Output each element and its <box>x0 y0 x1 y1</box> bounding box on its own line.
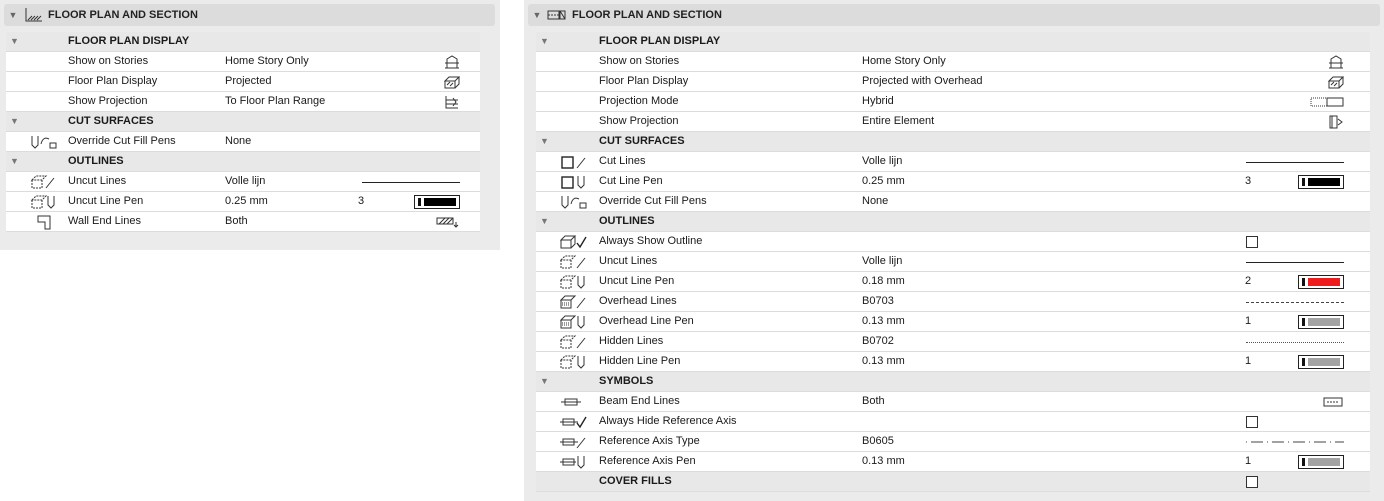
wall-end-icon <box>28 214 60 230</box>
collapse-triangle-icon[interactable]: ▼ <box>540 376 549 386</box>
row-value[interactable]: Volle lijn <box>225 175 266 187</box>
section-title: SYMBOLS <box>599 375 654 387</box>
wall-settings-panel <box>0 0 500 250</box>
row-value[interactable]: Projected with Overhead <box>862 75 983 87</box>
row-value: 0.18 mm <box>862 275 905 287</box>
always-hide-axis-checkbox[interactable] <box>1244 414 1258 430</box>
always-show-outline-checkbox[interactable] <box>1244 234 1258 250</box>
row-label: Always Show Outline <box>599 235 703 247</box>
projection-range-icon[interactable] <box>356 94 460 110</box>
section-outlines[interactable] <box>6 152 480 172</box>
row-label: Uncut Line Pen <box>68 195 144 207</box>
uncut-lines-icon <box>556 254 592 270</box>
section-cut-surfaces[interactable] <box>536 132 1370 152</box>
entire-element-icon[interactable] <box>1242 114 1344 130</box>
uncut-lines-icon <box>28 174 60 190</box>
projected-display-icon[interactable] <box>356 74 460 90</box>
outline-check-icon <box>556 234 592 250</box>
row-override-cut-fill-pens[interactable] <box>6 132 480 152</box>
line-type-preview[interactable] <box>1242 334 1344 350</box>
line-type-preview[interactable] <box>356 174 460 190</box>
collapse-triangle-icon[interactable]: ▼ <box>10 156 19 166</box>
row-label: Uncut Line Pen <box>599 275 675 287</box>
section-cut-surfaces[interactable] <box>6 112 480 132</box>
row-value: 0.25 mm <box>862 175 905 187</box>
row-label: Beam End Lines <box>599 395 680 407</box>
panel-title: FLOOR PLAN AND SECTION <box>48 9 198 21</box>
wall-end-both-icon[interactable] <box>356 214 460 230</box>
cut-line-pen-icon <box>556 174 592 190</box>
section-title: OUTLINES <box>68 155 124 167</box>
panel-title: FLOOR PLAN AND SECTION <box>572 9 722 21</box>
row-value: 0.13 mm <box>862 355 905 367</box>
section-cover-fills[interactable] <box>536 472 1370 492</box>
pen-number: 1 <box>1245 315 1252 327</box>
pen-picker[interactable] <box>356 194 460 210</box>
row-label: Override Cut Fill Pens <box>68 135 176 147</box>
pen-number: 1 <box>1245 455 1252 467</box>
row-value: 0.25 mm <box>225 195 268 207</box>
row-label: Hidden Line Pen <box>599 355 681 367</box>
pen-number: 2 <box>1245 275 1252 287</box>
row-override-cut-fill-pens[interactable] <box>536 192 1370 212</box>
beam-end-both-icon[interactable] <box>1242 394 1344 410</box>
row-hidden-lines[interactable] <box>536 332 1370 352</box>
row-value: 0.13 mm <box>862 455 905 467</box>
row-show-projection[interactable] <box>536 112 1370 132</box>
row-value[interactable]: Volle lijn <box>862 255 903 267</box>
row-reference-axis-type[interactable] <box>536 432 1370 452</box>
row-value[interactable]: Entire Element <box>862 115 935 127</box>
row-uncut-lines[interactable] <box>536 252 1370 272</box>
collapse-triangle-icon[interactable]: ▼ <box>540 216 549 226</box>
row-hidden-line-pen[interactable] <box>536 352 1370 372</box>
row-label: Overhead Line Pen <box>599 315 694 327</box>
collapse-triangle-icon[interactable]: ▼ <box>10 116 19 126</box>
overhead-lines-icon <box>556 294 592 310</box>
row-show-projection[interactable] <box>6 92 480 112</box>
pen-picker[interactable] <box>1242 314 1344 330</box>
axis-type-icon <box>556 434 592 450</box>
collapse-triangle-icon[interactable]: ▼ <box>532 10 542 20</box>
row-uncut-lines[interactable] <box>6 172 480 192</box>
row-label: Show Projection <box>68 95 148 107</box>
row-label: Floor Plan Display <box>599 75 689 87</box>
row-value[interactable]: Both <box>862 395 885 407</box>
row-always-show-outline[interactable] <box>536 232 1370 252</box>
row-cut-lines[interactable] <box>536 152 1370 172</box>
row-label: Projection Mode <box>599 95 679 107</box>
hidden-lines-icon <box>556 334 592 350</box>
row-label: Show Projection <box>599 115 679 127</box>
section-floor-plan-display[interactable] <box>536 32 1370 52</box>
override-pen-icon <box>556 194 592 210</box>
pen-number: 3 <box>358 195 365 207</box>
row-overhead-lines[interactable] <box>536 292 1370 312</box>
beam-floor-plan-icon <box>546 7 568 23</box>
panel-header[interactable] <box>4 4 495 26</box>
row-beam-end-lines[interactable] <box>536 392 1370 412</box>
settings-list <box>6 32 480 232</box>
row-label: Reference Axis Type <box>599 435 700 447</box>
row-label: Show on Stories <box>599 55 680 67</box>
line-type-preview[interactable] <box>1242 294 1344 310</box>
stories-icon[interactable] <box>1242 54 1344 70</box>
row-label: Cut Lines <box>599 155 646 167</box>
row-label: Always Hide Reference Axis <box>599 415 737 427</box>
row-cut-line-pen[interactable] <box>536 172 1370 192</box>
row-show-on-stories[interactable] <box>6 52 480 72</box>
row-value[interactable]: None <box>862 195 889 207</box>
section-floor-plan-display[interactable] <box>6 32 480 52</box>
row-label: Cut Line Pen <box>599 175 663 187</box>
override-pen-icon <box>28 134 60 150</box>
collapse-triangle-icon[interactable]: ▼ <box>540 136 549 146</box>
pen-picker[interactable] <box>1242 354 1344 370</box>
row-label: Hidden Lines <box>599 335 664 347</box>
pen-picker[interactable] <box>1242 174 1344 190</box>
pen-number: 1 <box>1245 355 1252 367</box>
wall-floor-plan-icon <box>22 7 44 23</box>
row-value[interactable]: Volle lijn <box>862 155 903 167</box>
row-reference-axis-pen[interactable] <box>536 452 1370 472</box>
section-title: FLOOR PLAN DISPLAY <box>68 35 190 47</box>
hybrid-mode-icon[interactable] <box>1242 94 1344 110</box>
uncut-line-pen-icon <box>28 194 60 210</box>
row-value[interactable]: To Floor Plan Range <box>225 95 326 107</box>
section-title: FLOOR PLAN DISPLAY <box>599 35 721 47</box>
beam-settings-panel <box>524 0 1384 501</box>
pen-number: 3 <box>1245 175 1252 187</box>
beam-end-icon <box>556 394 592 410</box>
row-value[interactable]: B0702 <box>862 335 894 347</box>
row-projection-mode[interactable] <box>536 92 1370 112</box>
collapse-triangle-icon[interactable]: ▼ <box>10 36 19 46</box>
section-symbols[interactable] <box>536 372 1370 392</box>
line-type-preview[interactable] <box>1242 434 1344 450</box>
hidden-line-pen-icon <box>556 354 592 370</box>
row-label: Uncut Lines <box>68 175 127 187</box>
axis-pen-icon <box>556 454 592 470</box>
pen-picker[interactable] <box>1242 274 1344 290</box>
cover-fills-checkbox[interactable] <box>1244 474 1258 490</box>
row-value[interactable]: Home Story Only <box>862 55 946 67</box>
uncut-line-pen-icon <box>556 274 592 290</box>
section-title: CUT SURFACES <box>68 115 154 127</box>
row-label: Uncut Lines <box>599 255 658 267</box>
section-outlines[interactable] <box>536 212 1370 232</box>
row-label: Wall End Lines <box>68 215 141 227</box>
row-label: Floor Plan Display <box>68 75 158 87</box>
row-value[interactable]: B0703 <box>862 295 894 307</box>
row-always-hide-reference-axis[interactable] <box>536 412 1370 432</box>
row-floor-plan-display[interactable] <box>6 72 480 92</box>
collapse-triangle-icon[interactable]: ▼ <box>8 10 18 20</box>
line-type-preview[interactable] <box>1242 154 1344 170</box>
row-value[interactable]: Home Story Only <box>225 55 309 67</box>
row-value[interactable]: B0605 <box>862 435 894 447</box>
line-type-preview[interactable] <box>1242 254 1344 270</box>
row-value: 0.13 mm <box>862 315 905 327</box>
panel-header[interactable] <box>528 4 1380 26</box>
axis-check-icon <box>556 414 592 430</box>
row-value[interactable]: Projected <box>225 75 272 87</box>
row-value[interactable]: None <box>225 135 252 147</box>
row-overhead-line-pen[interactable] <box>536 312 1370 332</box>
section-title: OUTLINES <box>599 215 655 227</box>
row-show-on-stories[interactable] <box>536 52 1370 72</box>
row-label: Show on Stories <box>68 55 149 67</box>
row-uncut-line-pen[interactable] <box>536 272 1370 292</box>
projected-overhead-icon[interactable] <box>1242 74 1344 90</box>
row-label: Overhead Lines <box>599 295 677 307</box>
row-wall-end-lines[interactable] <box>6 212 480 232</box>
pen-picker[interactable] <box>1242 454 1344 470</box>
section-title: COVER FILLS <box>599 475 672 487</box>
cut-lines-icon <box>556 154 592 170</box>
row-label: Reference Axis Pen <box>599 455 696 467</box>
overhead-line-pen-icon <box>556 314 592 330</box>
stories-icon[interactable] <box>356 54 460 70</box>
settings-list <box>536 32 1370 492</box>
row-value[interactable]: Both <box>225 215 248 227</box>
row-label: Override Cut Fill Pens <box>599 195 707 207</box>
row-uncut-line-pen[interactable] <box>6 192 480 212</box>
row-value[interactable]: Hybrid <box>862 95 894 107</box>
collapse-triangle-icon[interactable]: ▼ <box>540 36 549 46</box>
section-title: CUT SURFACES <box>599 135 685 147</box>
row-floor-plan-display[interactable] <box>536 72 1370 92</box>
